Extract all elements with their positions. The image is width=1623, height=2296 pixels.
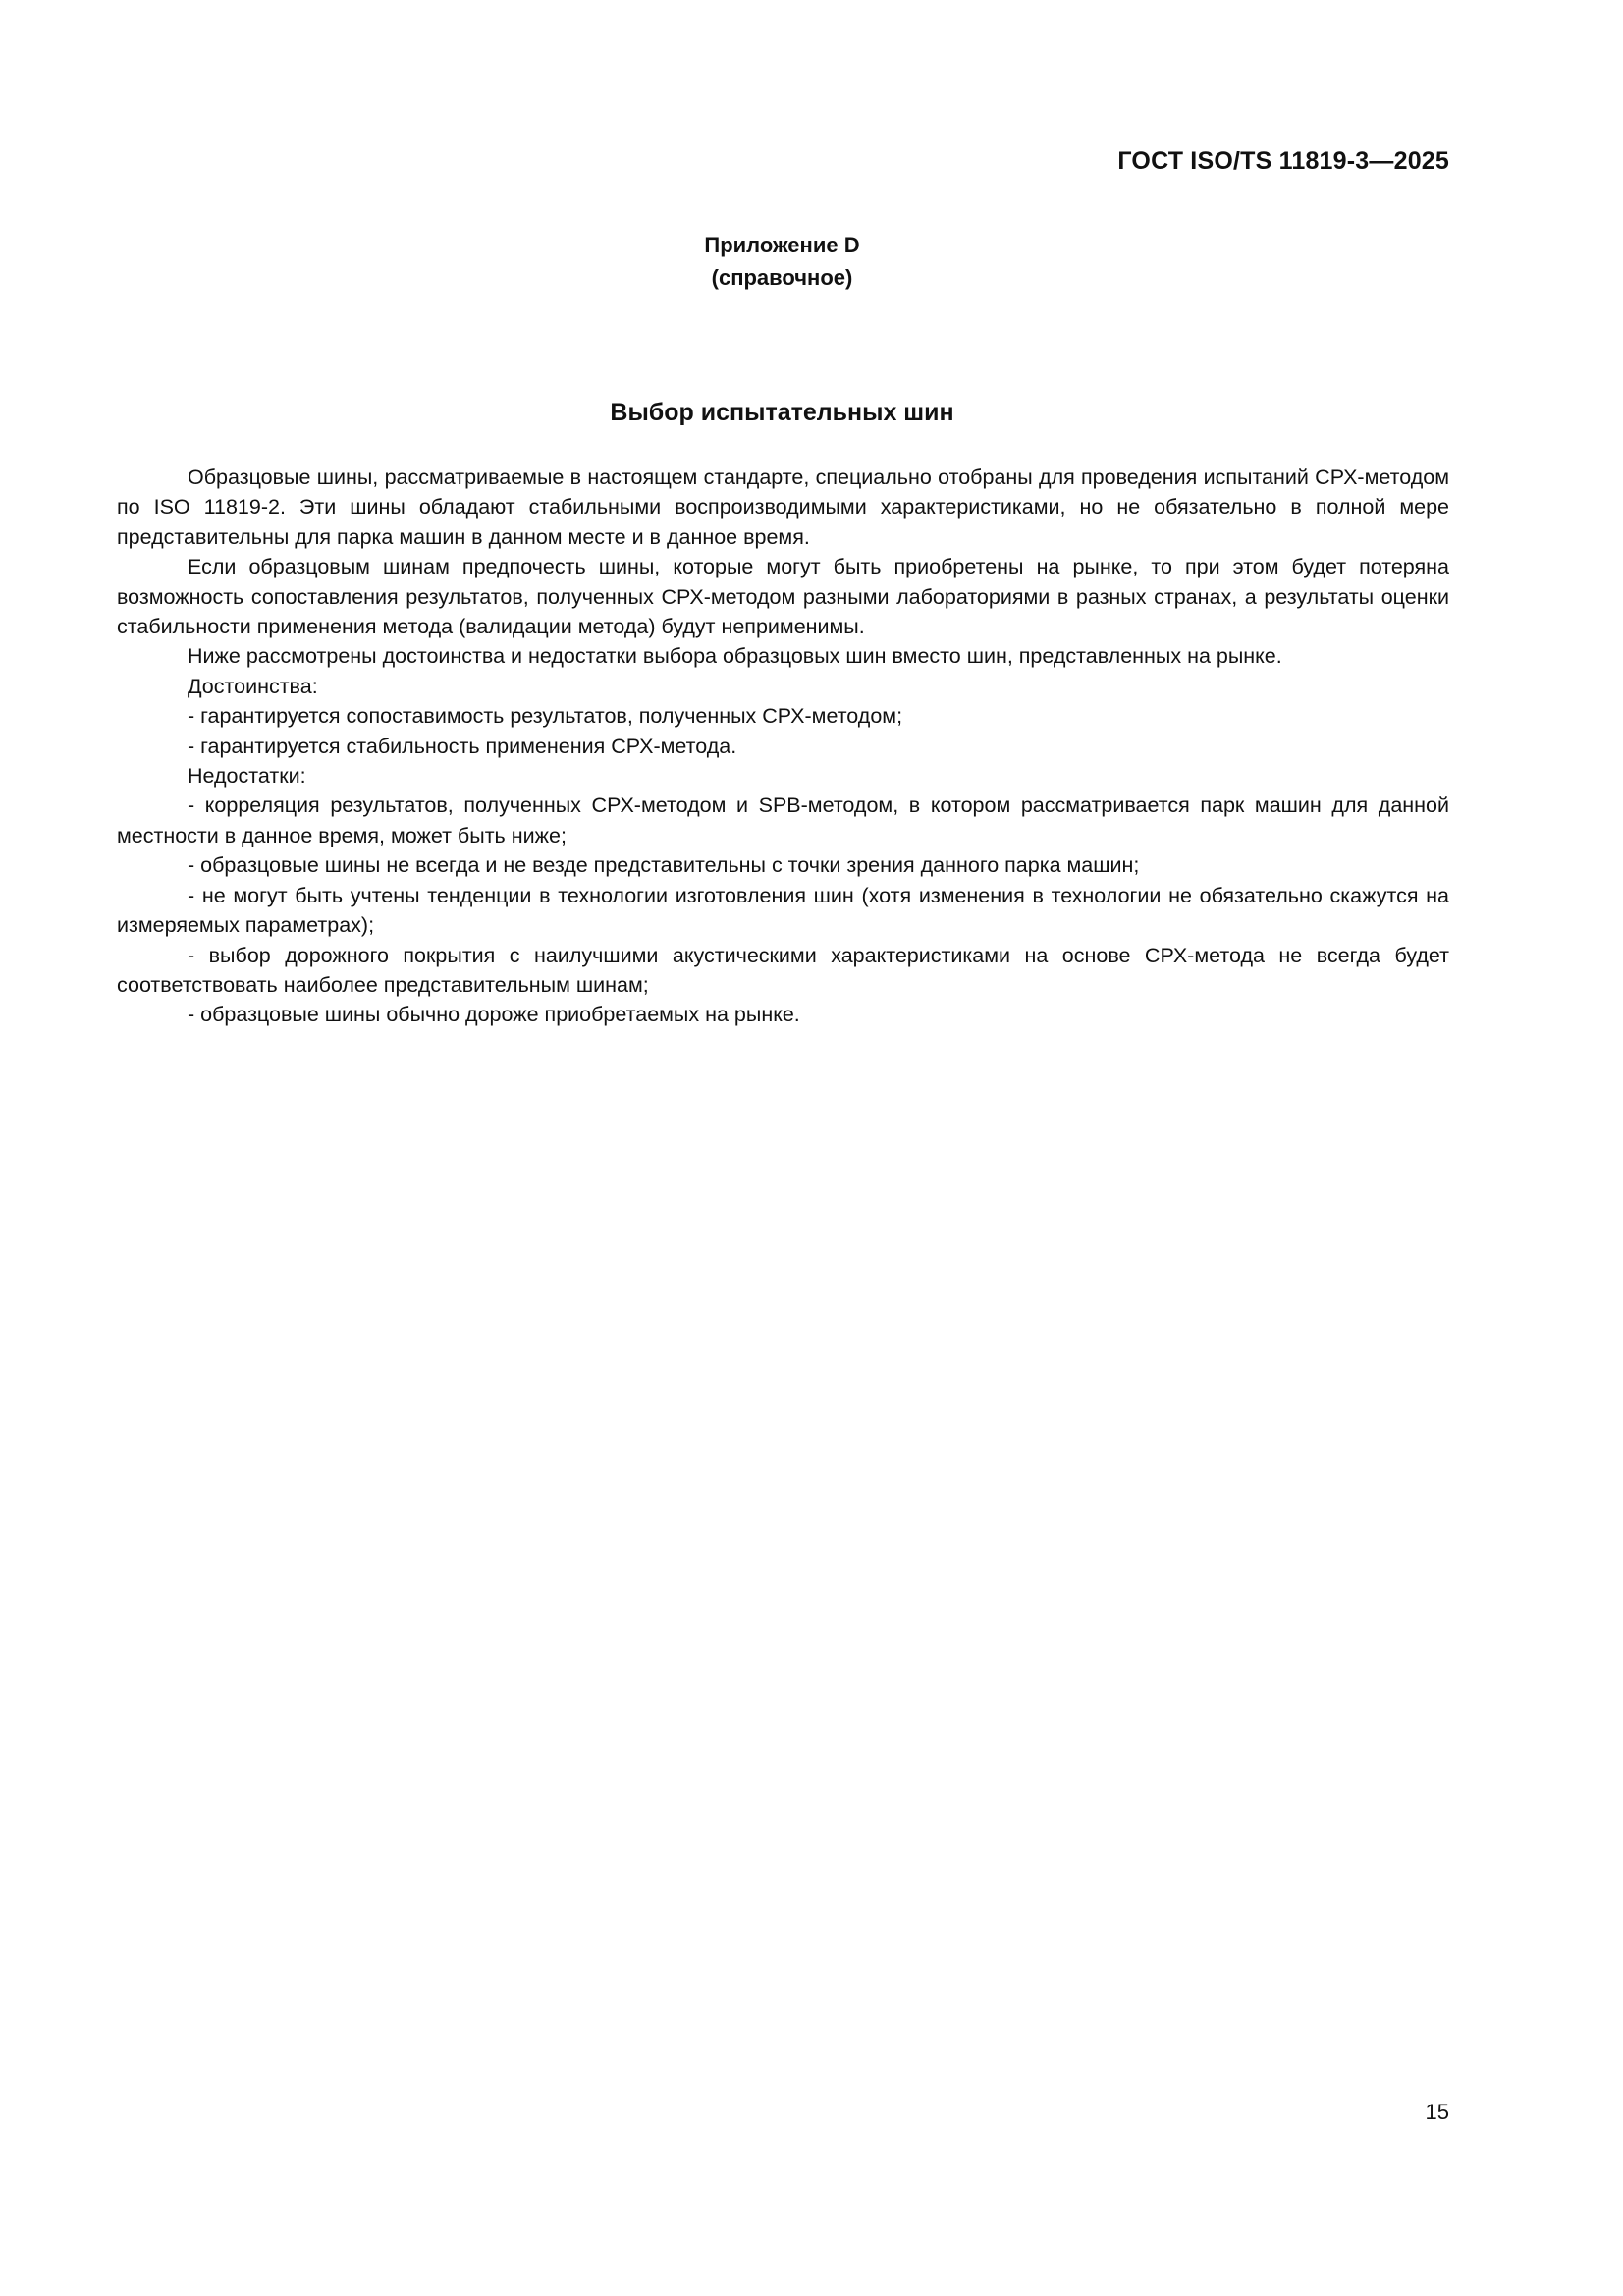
disadvantages-heading: Недостатки: [188, 764, 306, 789]
paragraph: Ниже рассмотрены достоинства и недостатки выбора образцовых шин вместо шин, представленных на рынке. [188, 644, 1282, 669]
annex-status: (справочное) [711, 265, 853, 290]
annex-heading [0, 229, 1564, 294]
list-item: - гарантируется стабильность применения СРХ-метода. [188, 734, 737, 758]
advantages-heading: Достоинства: [188, 674, 318, 698]
list-item: - корреляция результатов, полученных СРХ-методом и SPB-методом, в котором рассматривается парк машин для данной местности в данное время, может быть ниже; [117, 793, 1449, 847]
document-id: ГОСТ ISO/TS 11819-3—2025 [1117, 147, 1449, 175]
body-text [117, 463, 1449, 1030]
annex-title: Приложение D [704, 233, 860, 257]
list-item: - образцовые шины обычно дороже приобретаемых на рынке. [188, 1003, 800, 1027]
list-item: - выбор дорожного покрытия с наилучшими акустическими характеристиками на основе СРХ-метода не всегда будет соответствовать наиболее представительным шинам; [117, 943, 1449, 997]
list-item: - не могут быть учтены тенденции в технологии изготовления шин (хотя изменения в технологии не обязательно скажутся на измеряемых параметрах); [117, 883, 1449, 938]
page-number: 15 [1425, 2100, 1449, 2124]
section-title: Выбор испытательных шин [610, 399, 954, 426]
list-item: - образцовые шины не всегда и не везде представительны с точки зрения данного парка машин; [188, 853, 1140, 878]
paragraph: Образцовые шины, рассматриваемые в настоящем стандарте, специально отобраны для проведения испытаний СРХ-методом по ISO 11819-2. Эти шины обладают стабильными воспроизводимыми характеристиками, но не обязательно в полной мере представительны для парка машин в данном месте и в данное время. [117, 465, 1449, 549]
list-item: - гарантируется сопоставимость результатов, полученных СРХ-методом; [188, 704, 903, 729]
paragraph: Если образцовым шинам предпочесть шины, которые могут быть приобретены на рынке, то при этом будет потеряна возможность сопоставления результатов, полученных СРХ-методом разными лабораториями в разных странах, а результаты оценки стабильности применения метода (валидации метода) будут неприменимы. [117, 555, 1449, 639]
